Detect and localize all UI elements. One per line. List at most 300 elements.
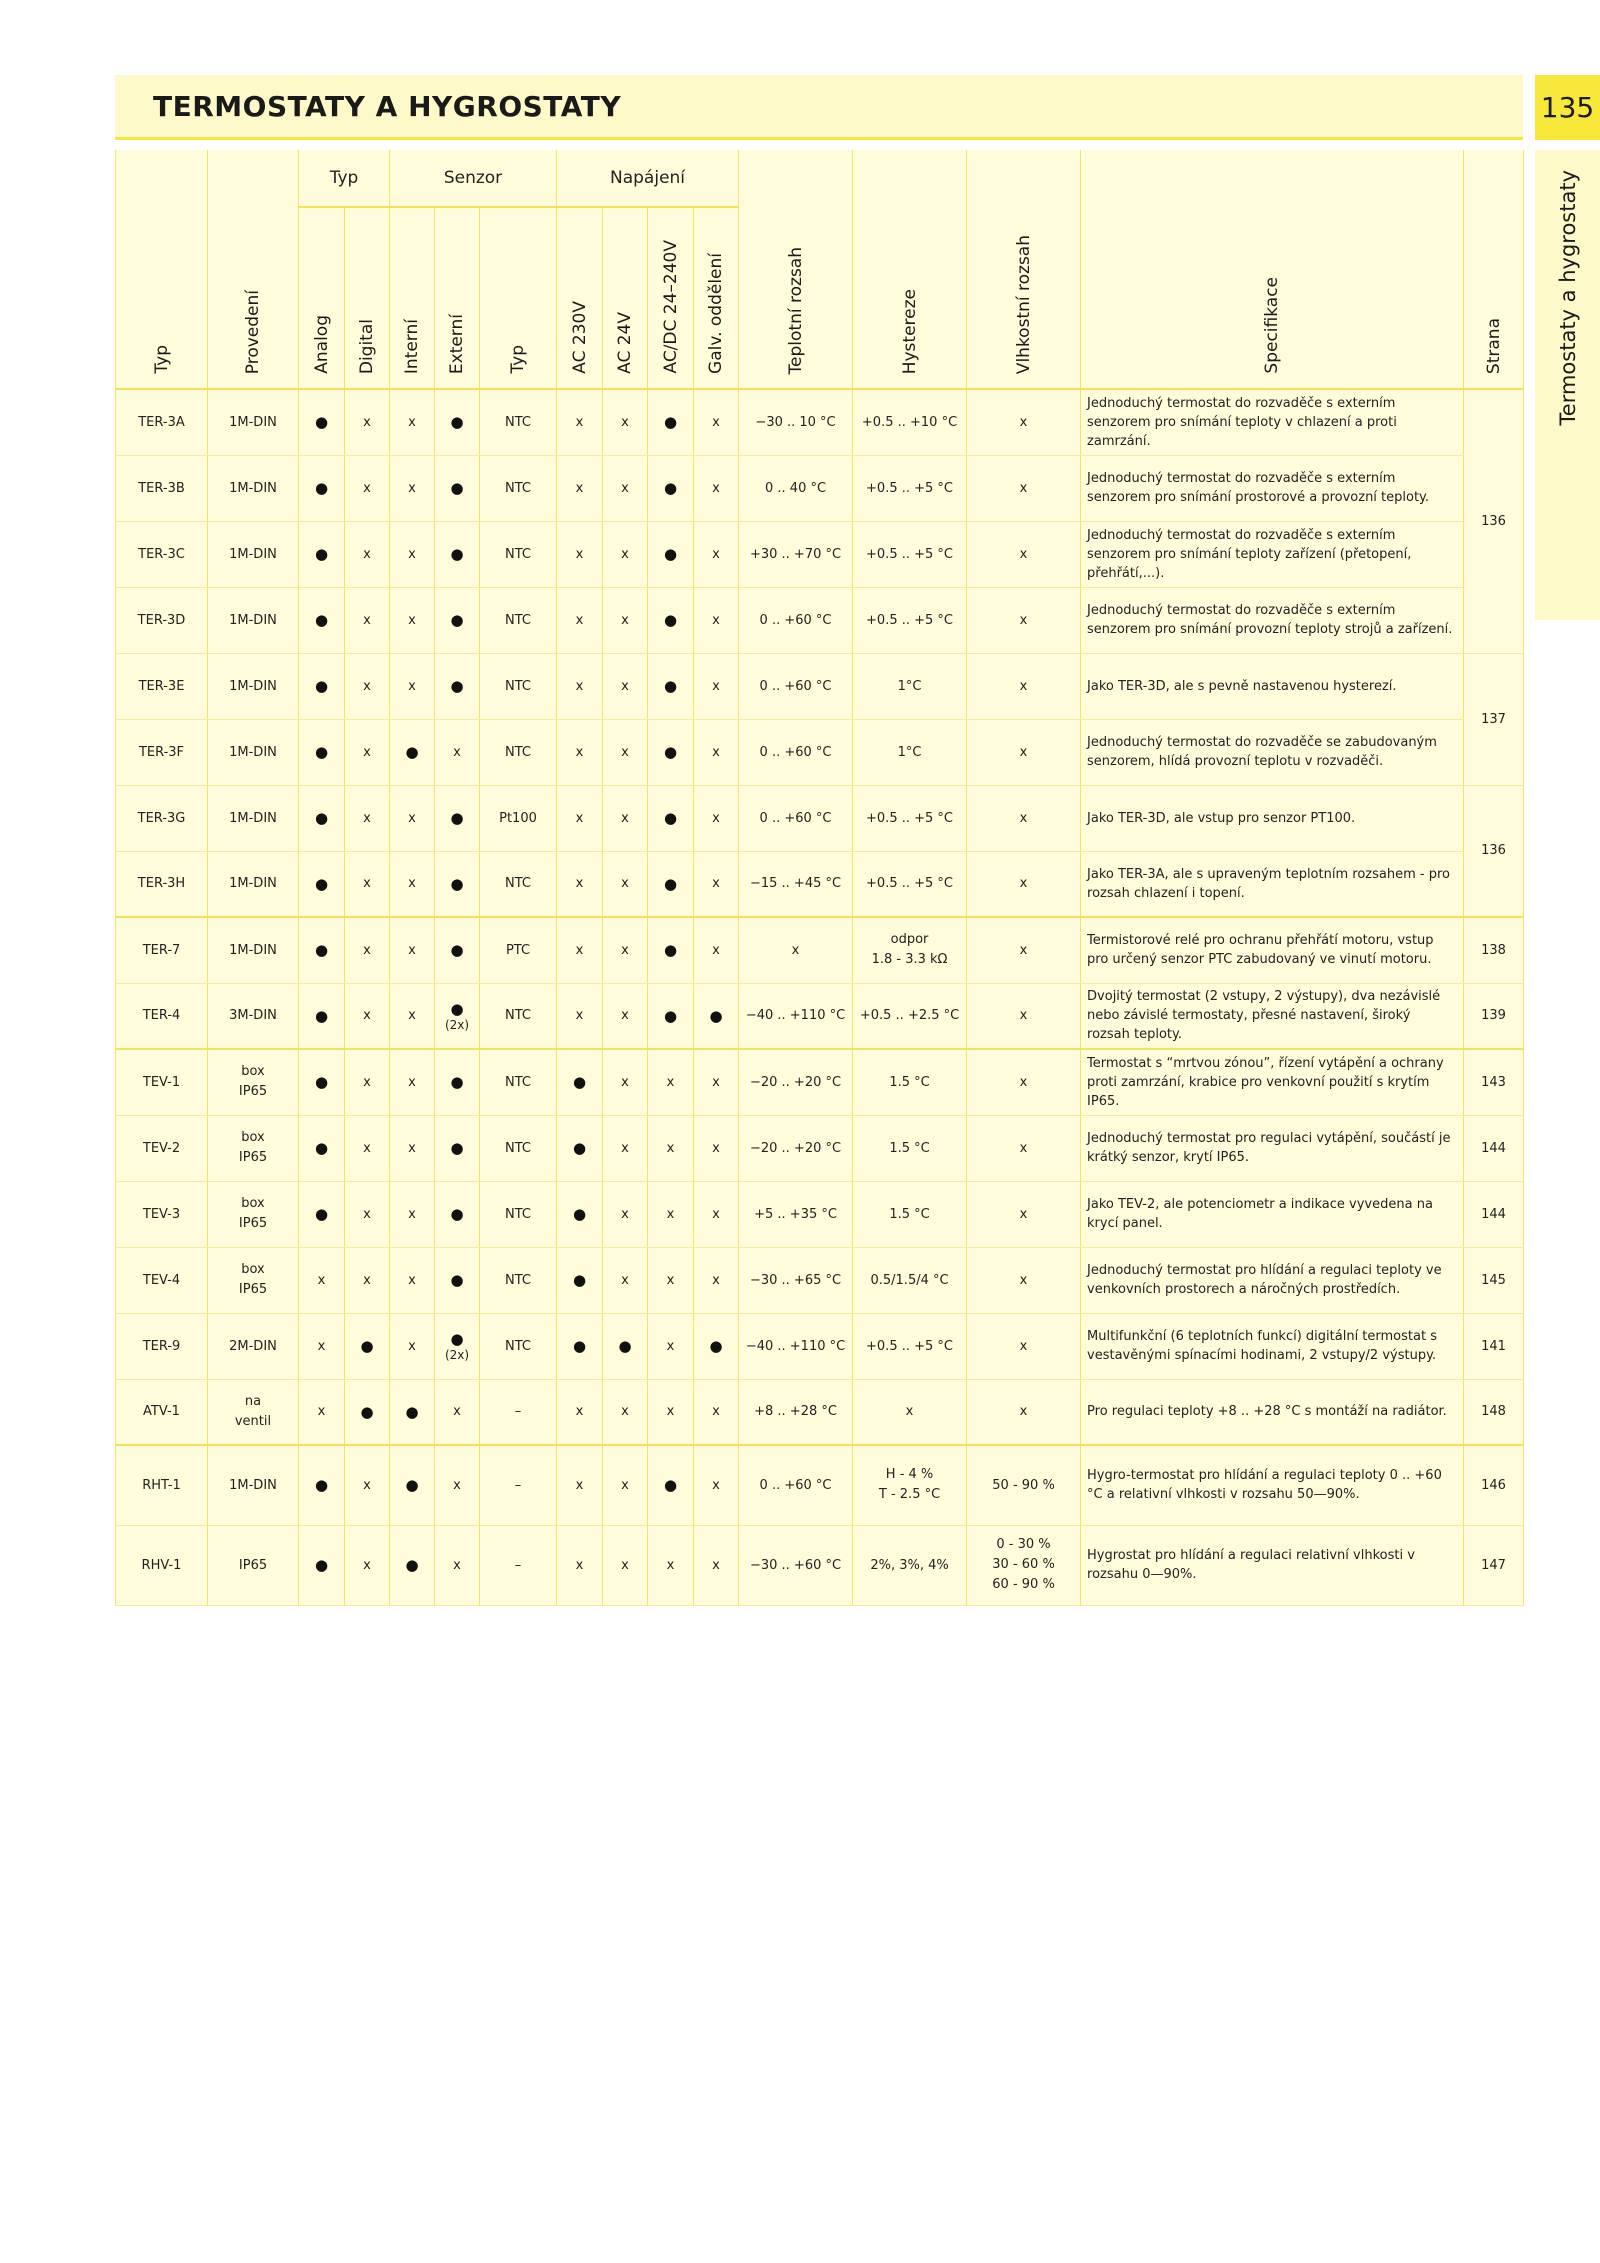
galv-cell [694, 587, 739, 653]
type-cell [116, 1181, 208, 1247]
ac230-cell-text: x [575, 744, 584, 760]
ac24-cell-text: x [621, 810, 629, 826]
galv-cell [694, 1525, 739, 1605]
spec-cell-text: Pro regulaci teploty +8 .. +28 °C s montáží na radiátor. [1087, 1404, 1447, 1420]
interni-cell [390, 719, 435, 785]
col-teplotni: Teplotní rozsah [739, 150, 853, 389]
ac24-cell-text: x [621, 678, 629, 694]
sensor-type-cell-text: NTC [505, 612, 531, 628]
ac24-cell [603, 1247, 648, 1313]
strana-cell-text: 141 [1481, 1338, 1506, 1354]
col-specifikace: Specifikace [1081, 150, 1464, 389]
col-hystereze: Hystereze [853, 150, 967, 389]
provedeni-cell [208, 1379, 299, 1445]
humidity-range-cell [967, 1181, 1081, 1247]
ac230-cell [557, 1525, 603, 1605]
analog-cell-text: x [317, 1404, 326, 1420]
acdc-cell [648, 1313, 694, 1379]
temp-range-cell [739, 389, 853, 455]
galv-cell-text: x [712, 546, 720, 562]
table-body [116, 389, 1524, 1605]
galv-cell [694, 653, 739, 719]
acdc-cell [648, 455, 694, 521]
temp-range-cell-text: 0 .. +60 °C [759, 678, 832, 694]
provedeni-cell-line: box [241, 1130, 265, 1145]
humidity-range-cell [967, 785, 1081, 851]
humidity-range-cell-text: x [1019, 876, 1028, 892]
ac230-cell-text: ● [572, 1073, 587, 1092]
temp-range-cell-text: 0 .. +60 °C [759, 810, 832, 826]
hysteresis-cell [853, 983, 967, 1049]
humidity-range-cell-text: 50 - 90 % [992, 1477, 1055, 1493]
interni-cell-text: ● [405, 1402, 419, 1421]
digital-cell-text: x [363, 1477, 371, 1493]
interni-cell-text: x [408, 1008, 416, 1024]
humidity-range-cell [967, 851, 1081, 917]
hysteresis-cell-text: 2%, 3%, 4% [870, 1557, 949, 1573]
type-cell-text: TER-3F [138, 744, 185, 760]
humidity-range-cell-text: x [1019, 546, 1028, 562]
externi-cell [435, 785, 480, 851]
analog-cell [299, 455, 345, 521]
strana-cell [1464, 1379, 1524, 1445]
provedeni-cell [208, 521, 299, 587]
ac230-cell [557, 1445, 603, 1525]
acdc-cell-text: ● [663, 809, 678, 827]
digital-cell-text: x [363, 1140, 371, 1156]
type-cell [116, 1049, 208, 1115]
interni-cell [390, 1049, 435, 1115]
col-interni: Interní [390, 207, 435, 389]
provedeni-cell [208, 719, 299, 785]
provedeni-cell [208, 1181, 299, 1247]
spec-cell [1081, 389, 1464, 455]
temp-range-cell-text: +30 .. +70 °C [749, 546, 842, 562]
ac24-cell [603, 455, 648, 521]
externi-cell-text: ● [450, 874, 464, 893]
externi-cell-text: ● [450, 1073, 464, 1092]
spec-cell [1081, 1049, 1464, 1115]
interni-cell-text: x [408, 612, 416, 628]
externi-cell [435, 653, 480, 719]
interni-cell-text: x [408, 1272, 416, 1288]
externi-cell-text: ● [450, 999, 464, 1018]
galv-cell [694, 983, 739, 1049]
ac230-cell [557, 1049, 603, 1115]
digital-cell-text: x [363, 546, 371, 562]
provedeni-cell [208, 1247, 299, 1313]
ac230-cell [557, 521, 603, 587]
temp-range-cell [739, 1313, 853, 1379]
spec-cell-text: Jako TER-3D, ale vstup pro senzor PT100. [1087, 810, 1356, 826]
temp-range-cell [739, 851, 853, 917]
type-cell-text: TEV-2 [142, 1140, 181, 1156]
spec-cell-text: Hygro-termostat pro hlídání a regulaci teploty 0 .. +60 °C a relativní vlhkosti v rozsahu 50—90%. [1087, 1468, 1442, 1503]
sensor-type-cell-text: NTC [505, 1008, 531, 1024]
provedeni-cell-text: 2M-DIN [229, 1338, 277, 1354]
humidity-range-cell-text: x [1019, 1074, 1028, 1090]
acdc-cell [648, 389, 694, 455]
galv-cell-text: x [712, 942, 720, 958]
temp-range-cell-text: −20 .. +20 °C [749, 1140, 842, 1156]
hysteresis-cell-text: +0.5 .. +5 °C [866, 1338, 954, 1354]
type-cell-text: TEV-1 [142, 1074, 181, 1090]
hysteresis-cell-text: +0.5 .. +5 °C [866, 480, 954, 496]
strana-cell-text: 143 [1481, 1074, 1506, 1090]
page-title: TERMOSTATY A HYGROSTATY [153, 90, 622, 123]
spec-cell [1081, 587, 1464, 653]
digital-cell-text: x [363, 1206, 371, 1222]
galv-cell-text: x [712, 480, 720, 496]
table-row [116, 1525, 1524, 1605]
humidity-range-cell-text: x [1019, 678, 1028, 694]
externi-cell-text: ● [450, 545, 464, 563]
temp-range-cell-text: +8 .. +28 °C [754, 1404, 837, 1420]
table-row [116, 1181, 1524, 1247]
type-cell [116, 1525, 208, 1605]
sensor-type-cell [480, 653, 557, 719]
temp-range-cell [739, 1379, 853, 1445]
col-ac24: AC 24V [603, 207, 648, 389]
galv-cell-text: x [712, 810, 720, 826]
ac230-cell-text: ● [572, 1271, 587, 1289]
provedeni-cell-text: 1M-DIN [229, 480, 277, 496]
provedeni-cell [208, 1313, 299, 1379]
table-row [116, 983, 1524, 1049]
table-row [116, 587, 1524, 653]
ac24-cell-text: x [621, 1557, 629, 1573]
type-cell-text: TER-3G [137, 810, 186, 826]
acdc-cell-text: x [666, 1557, 675, 1573]
digital-cell [345, 587, 390, 653]
galv-cell-text: x [712, 1140, 720, 1156]
temp-range-cell [739, 587, 853, 653]
hysteresis-cell [853, 1379, 967, 1445]
interni-cell [390, 587, 435, 653]
humidity-range-cell-text: x [1019, 414, 1028, 430]
provedeni-cell-line: box [241, 1064, 265, 1080]
hysteresis-cell [853, 389, 967, 455]
digital-cell-text: x [363, 1272, 371, 1288]
strana-cell [1464, 1525, 1524, 1605]
spec-cell [1081, 983, 1464, 1049]
analog-cell-text: ● [314, 677, 329, 695]
interni-cell [390, 1379, 435, 1445]
sensor-type-cell [480, 455, 557, 521]
galv-cell-text: x [712, 1404, 720, 1420]
acdc-cell-text: ● [663, 677, 678, 695]
acdc-cell [648, 521, 694, 587]
provedeni-cell [208, 389, 299, 455]
ac230-cell-text: x [575, 1557, 584, 1573]
galv-cell-text: x [712, 1272, 720, 1288]
spec-cell [1081, 851, 1464, 917]
provedeni-cell-text: 1M-DIN [229, 414, 277, 430]
sensor-type-cell-text: PTC [505, 942, 531, 958]
ac24-cell-text: x [621, 1140, 629, 1156]
interni-cell-text: x [408, 1074, 416, 1090]
digital-cell-text: x [363, 1074, 371, 1090]
digital-cell [345, 719, 390, 785]
ac230-cell [557, 785, 603, 851]
acdc-cell [648, 917, 694, 983]
sensor-type-cell-text: NTC [505, 876, 531, 892]
col-strana: Strana [1464, 150, 1524, 389]
interni-cell-text: x [408, 1206, 416, 1222]
externi-cell [435, 1379, 480, 1445]
externi-cell-text: x [453, 744, 461, 760]
hysteresis-cell-line: odpor [890, 932, 929, 948]
type-cell-text: RHT-1 [142, 1477, 181, 1493]
strana-cell-text: 144 [1481, 1206, 1506, 1222]
col-vlhkostni: Vlhkostní rozsah [967, 150, 1081, 389]
externi-cell-text: ● [450, 677, 464, 695]
sensor-type-cell-text: Pt100 [499, 810, 537, 826]
ac230-cell-text: x [575, 876, 584, 892]
temp-range-cell-text: −30 .. +65 °C [749, 1272, 842, 1288]
sensor-type-cell [480, 1181, 557, 1247]
digital-cell [345, 1115, 390, 1181]
strana-cell-text: 136 [1481, 513, 1506, 529]
externi-cell [435, 1247, 480, 1313]
table-row [116, 1049, 1524, 1115]
interni-cell [390, 1247, 435, 1313]
galv-cell-text: x [712, 678, 720, 694]
provedeni-cell-line: IP65 [238, 1150, 268, 1165]
externi-sub-text: (2x) [444, 1017, 470, 1032]
strana-cell-text: 148 [1481, 1404, 1506, 1420]
ac230-cell [557, 653, 603, 719]
ac230-cell-text: ● [572, 1337, 587, 1355]
temp-range-cell [739, 1181, 853, 1247]
type-cell-text: TEV-3 [142, 1206, 181, 1222]
externi-cell-text: ● [450, 413, 464, 432]
digital-cell-text: ● [360, 1402, 374, 1421]
humidity-range-cell [967, 1049, 1081, 1115]
group-senzor: Senzor [390, 150, 557, 207]
table-row [116, 1115, 1524, 1181]
hysteresis-cell [853, 653, 967, 719]
spec-cell [1081, 521, 1464, 587]
interni-cell-text: x [408, 942, 416, 958]
ac24-cell [603, 1181, 648, 1247]
digital-cell [345, 851, 390, 917]
spec-cell [1081, 653, 1464, 719]
analog-cell-text: ● [314, 545, 329, 563]
table-row [116, 917, 1524, 983]
hysteresis-cell-text: +0.5 .. +5 °C [866, 546, 954, 562]
type-cell [116, 587, 208, 653]
acdc-cell [648, 983, 694, 1049]
ac24-cell-text: x [621, 942, 629, 958]
hysteresis-cell [853, 1313, 967, 1379]
analog-cell [299, 653, 345, 719]
spec-cell-text: Jako TEV-2, ale potenciometr a indikace vyvedena na krycí panel. [1087, 1197, 1433, 1231]
hysteresis-cell-text: 1.5 °C [889, 1074, 930, 1090]
acdc-cell-text: ● [663, 941, 678, 960]
hysteresis-cell-text: +0.5 .. +2.5 °C [859, 1008, 960, 1024]
humidity-range-cell [967, 1313, 1081, 1379]
interni-cell-text: ● [405, 1476, 419, 1495]
sensor-type-cell-text: NTC [505, 414, 531, 430]
humidity-range-cell [967, 1115, 1081, 1181]
acdc-cell-text: ● [663, 743, 678, 761]
humidity-range-cell [967, 1525, 1081, 1605]
sensor-type-cell-text: – [514, 1557, 522, 1573]
ac24-cell-text: x [621, 1008, 629, 1024]
hysteresis-cell-text: +0.5 .. +5 °C [866, 612, 954, 628]
digital-cell-text: x [363, 744, 371, 760]
spec-cell-text: Jednoduchý termostat pro hlídání a regulaci teploty ve venkovních prostorech a náročných prostředích. [1087, 1263, 1442, 1297]
type-cell [116, 851, 208, 917]
product-table [115, 150, 1524, 1606]
humidity-range-cell [967, 455, 1081, 521]
provedeni-cell-text: 1M-DIN [229, 744, 277, 760]
temp-range-cell [739, 917, 853, 983]
ac24-cell [603, 389, 648, 455]
galv-cell-text: x [712, 744, 720, 760]
table-row [116, 851, 1524, 917]
type-cell [116, 521, 208, 587]
externi-cell [435, 1181, 480, 1247]
acdc-cell-text: ● [663, 479, 678, 497]
analog-cell [299, 719, 345, 785]
spec-cell [1081, 719, 1464, 785]
humidity-range-cell-text: x [1019, 1338, 1028, 1354]
temp-range-cell-text: 0 .. +60 °C [759, 612, 832, 628]
ac24-cell [603, 851, 648, 917]
strana-cell-text: 145 [1481, 1272, 1506, 1288]
interni-cell [390, 1445, 435, 1525]
interni-cell-text: x [408, 546, 416, 562]
acdc-cell [648, 1525, 694, 1605]
humidity-range-cell-text: x [1019, 744, 1028, 760]
analog-cell-text: ● [314, 941, 329, 960]
interni-cell-text: x [408, 480, 416, 496]
externi-cell-text: ● [450, 1271, 464, 1289]
galv-cell [694, 1445, 739, 1525]
galv-cell-text: x [712, 1557, 720, 1573]
hysteresis-cell [853, 785, 967, 851]
analog-cell-text: ● [314, 1139, 329, 1157]
provedeni-cell [208, 851, 299, 917]
humidity-range-cell-text: x [1019, 810, 1028, 826]
ac24-cell-text: x [621, 612, 629, 628]
acdc-cell-text: x [666, 1074, 675, 1090]
type-cell [116, 917, 208, 983]
analog-cell [299, 521, 345, 587]
interni-cell [390, 389, 435, 455]
analog-cell [299, 983, 345, 1049]
analog-cell-text: ● [314, 809, 329, 827]
hysteresis-cell [853, 719, 967, 785]
externi-sub-text: (2x) [444, 1348, 470, 1362]
spec-cell [1081, 785, 1464, 851]
table-row [116, 1445, 1524, 1525]
temp-range-cell-text: −40 .. +110 °C [745, 1008, 846, 1024]
spec-cell [1081, 1313, 1464, 1379]
acdc-cell-text: x [666, 1140, 675, 1156]
sensor-type-cell [480, 1115, 557, 1181]
temp-range-cell-text: +5 .. +35 °C [754, 1206, 837, 1222]
interni-cell [390, 785, 435, 851]
galv-cell [694, 1313, 739, 1379]
acdc-cell-text: ● [663, 1476, 678, 1495]
sensor-type-cell [480, 1247, 557, 1313]
acdc-cell [648, 1247, 694, 1313]
analog-cell-text: ● [314, 874, 329, 893]
provedeni-cell-text: 1M-DIN [229, 678, 277, 694]
strana-cell [1464, 1247, 1524, 1313]
strana-cell [1464, 1115, 1524, 1181]
acdc-cell [648, 851, 694, 917]
digital-cell [345, 389, 390, 455]
digital-cell [345, 653, 390, 719]
ac230-cell-text: x [575, 612, 584, 628]
temp-range-cell [739, 1049, 853, 1115]
ac24-cell-text: x [621, 546, 629, 562]
interni-cell [390, 1115, 435, 1181]
digital-cell [345, 1181, 390, 1247]
acdc-cell-text: x [666, 1338, 675, 1354]
spec-cell-text: Jednoduchý termostat pro regulaci vytápění, součástí je krátký senzor, krytí IP65. [1087, 1131, 1451, 1165]
externi-cell [435, 1313, 480, 1379]
spec-cell [1081, 1525, 1464, 1605]
hysteresis-cell [853, 587, 967, 653]
spec-cell-text: Jako TER-3A, ale s upraveným teplotním rozsahem - pro rozsah chlazení i topení. [1087, 866, 1450, 901]
sensor-type-cell-text: NTC [505, 1140, 531, 1156]
table-row [116, 521, 1524, 587]
spec-cell-text: Dvojitý termostat (2 vstupy, 2 výstupy), dva nezávislé nebo závislé termostaty, přesné nastavení, široký rozsah teploty. [1087, 989, 1441, 1043]
interni-cell-text: x [408, 414, 416, 430]
provedeni-cell-line: box [241, 1196, 265, 1211]
analog-cell [299, 1247, 345, 1313]
interni-cell [390, 653, 435, 719]
externi-cell-text: ● [450, 611, 464, 629]
digital-cell-text: x [363, 612, 371, 628]
digital-cell [345, 983, 390, 1049]
ac230-cell [557, 1313, 603, 1379]
strana-cell-text: 139 [1481, 1008, 1506, 1024]
provedeni-cell [208, 983, 299, 1049]
analog-cell-text: ● [314, 413, 329, 432]
ac230-cell [557, 389, 603, 455]
humidity-range-cell [967, 587, 1081, 653]
analog-cell-text: ● [314, 479, 329, 497]
strana-cell [1464, 389, 1524, 653]
table-row [116, 389, 1524, 455]
externi-cell-text: ● [450, 941, 464, 960]
strana-cell-text: 136 [1481, 843, 1506, 859]
provedeni-cell-line: IP65 [238, 1216, 268, 1231]
sensor-type-cell [480, 1525, 557, 1605]
sensor-type-cell [480, 719, 557, 785]
galv-cell-text: x [712, 1206, 720, 1222]
spec-cell-text: Termistorové relé pro ochranu přehřátí motoru, vstup pro určený senzor PTC zabudovaný ve vinutí motoru. [1087, 933, 1434, 968]
analog-cell [299, 389, 345, 455]
interni-cell-text: x [408, 678, 416, 694]
strana-cell-text: 146 [1481, 1477, 1506, 1493]
hysteresis-cell-text: 1°C [897, 744, 922, 760]
galv-cell-text: x [712, 414, 720, 430]
spec-cell [1081, 1115, 1464, 1181]
temp-range-cell-text: 0 .. +60 °C [759, 744, 832, 760]
externi-cell [435, 455, 480, 521]
ac230-cell-text: x [575, 810, 584, 826]
strana-cell [1464, 1313, 1524, 1379]
temp-range-cell [739, 719, 853, 785]
sensor-type-cell-text: NTC [505, 1206, 531, 1222]
